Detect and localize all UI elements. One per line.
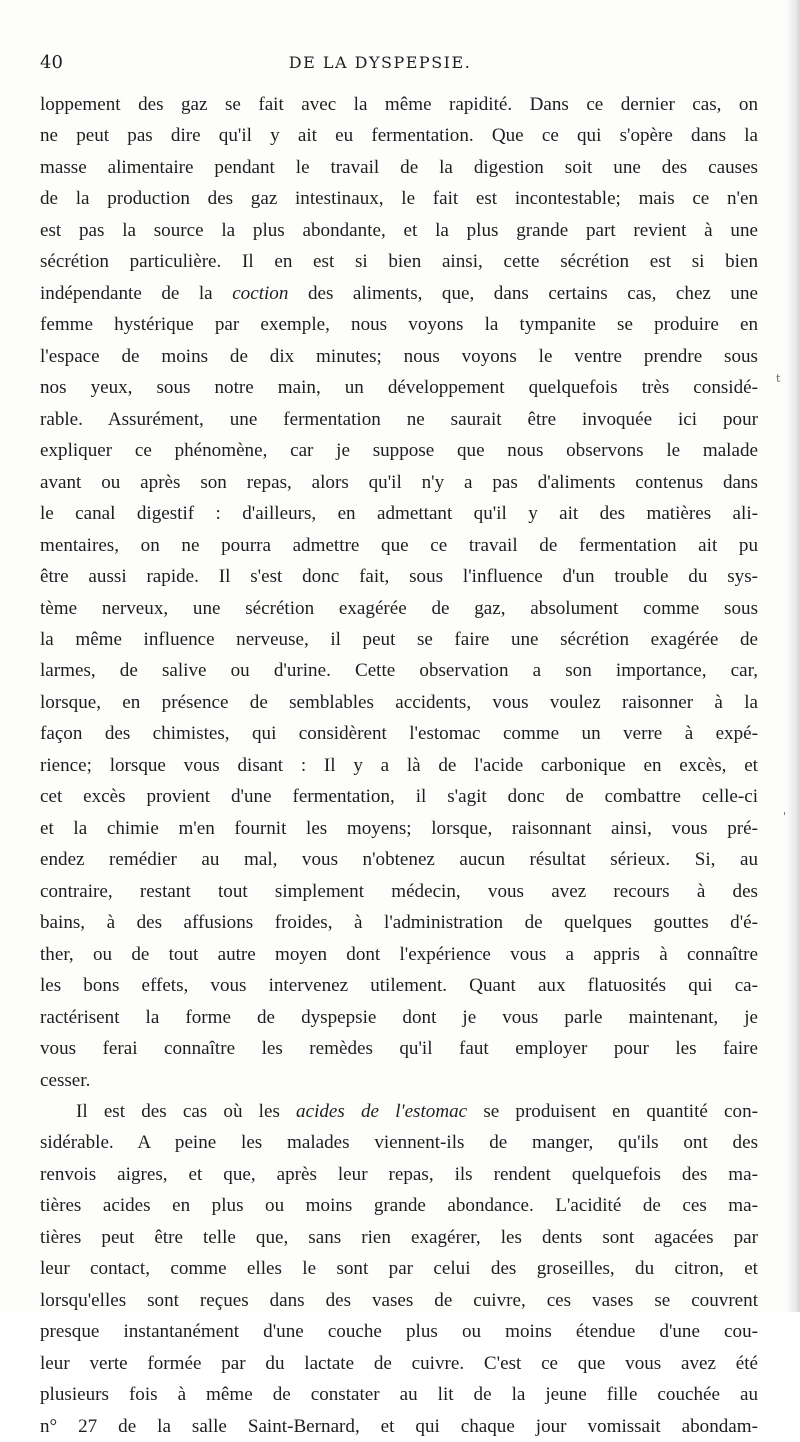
text-line: ractérisent la forme de dyspepsie dont je vous parle maintenant, je bbox=[40, 1006, 758, 1028]
text-line: leur contact, comme elles le sont par celui des groseilles, du citron, et bbox=[40, 1258, 758, 1280]
text-segment: Il est des cas où les bbox=[76, 1101, 297, 1122]
text-line: le canal digestif : d'ailleurs, en admettant qu'il y ait des matières ali- bbox=[40, 503, 758, 525]
text-segment: des aliments, que, dans certains cas, chez une bbox=[288, 282, 758, 304]
text-line: les bons effets, vous intervenez utilement. Quant aux flatuosités qui ca- bbox=[40, 975, 758, 997]
text-line: larmes, de salive ou d'urine. Cette observation a son importance, car, bbox=[40, 660, 758, 682]
text-line: cesser. bbox=[40, 1069, 91, 1091]
text-line: n° 27 de la salle Saint-Bernard, et qui chaque jour vomissait abondam- bbox=[40, 1415, 758, 1437]
text-line: masse alimentaire pendant le travail de la digestion soit une des causes bbox=[40, 156, 758, 178]
text-line: façon des chimistes, qui considèrent l'estomac comme un verre à expé- bbox=[40, 723, 758, 745]
text-line: contraire, restant tout simplement médecin, vous avez recours à des bbox=[40, 880, 758, 902]
text-line: rience; lorsque vous disant : Il y a là de l'acide carbonique en excès, et bbox=[40, 754, 758, 776]
page-edge-shadow bbox=[786, 0, 800, 1312]
text-line: tème nerveux, une sécrétion exagérée de gaz, absolument comme sous bbox=[40, 597, 758, 619]
text-line: nos yeux, sous notre main, un développement quelquefois très considé- bbox=[40, 377, 758, 399]
text-line: vous ferai connaître les remèdes qu'il faut employer pour les faire bbox=[40, 1038, 758, 1060]
text-line: l'espace de moins de dix minutes; nous voyons le ventre prendre sous bbox=[40, 345, 758, 367]
text-line: rable. Assurément, une fermentation ne saurait être invoquée ici pour bbox=[40, 408, 758, 430]
text-line: sidérable. A peine les malades viennent-ils de manger, qu'ils ont des bbox=[40, 1132, 758, 1154]
text-line: ne peut pas dire qu'il y ait eu fermentation. Que ce qui s'opère dans la bbox=[40, 125, 758, 147]
running-title: DE LA DYSPEPSIE. bbox=[288, 53, 472, 72]
text-line: loppement des gaz se fait avec la même rapidité. Dans ce dernier cas, on bbox=[40, 94, 758, 115]
text-line: femme hystérique par exemple, nous voyons la tympanite se produire en bbox=[40, 314, 758, 336]
text-line: est pas la source la plus abondante, et la plus grande part revient à une bbox=[40, 219, 758, 241]
text-line: endez remédier au mal, vous n'obtenez aucun résultat sérieux. Si, au bbox=[40, 849, 758, 871]
text-line: tières acides en plus ou moins grande abondance. L'acidité de ces ma- bbox=[40, 1195, 758, 1217]
text-line: presque instantanément d'une couche plus ou moins étendue d'une cou- bbox=[40, 1321, 758, 1343]
italic-term: coction bbox=[232, 282, 289, 304]
margin-mark: ' bbox=[783, 810, 787, 823]
text-segment: se produisent en quantité con- bbox=[467, 1101, 758, 1122]
text-line: cet excès provient d'une fermentation, il s'agit donc de combattre celle-ci bbox=[40, 786, 758, 808]
text-line: expliquer ce phénomène, car je suppose que nous observons le malade bbox=[40, 440, 758, 462]
text-line: plusieurs fois à même de constater au lit de la jeune fille couchée au bbox=[40, 1384, 758, 1406]
body-text bbox=[40, 89, 758, 1442]
text-line bbox=[40, 278, 758, 309]
text-line: leur verte formée par du lactate de cuivre. C'est ce que vous avez été bbox=[40, 1352, 758, 1374]
margin-mark: t bbox=[776, 372, 781, 385]
text-line bbox=[40, 1096, 758, 1127]
page-number: 40 bbox=[40, 52, 63, 73]
text-line: lorsqu'elles sont reçues dans des vases de cuivre, ces vases se couvrent bbox=[40, 1289, 758, 1311]
text-line: renvois aigres, et que, après leur repas, ils rendent quelquefois des ma- bbox=[40, 1163, 758, 1185]
italic-term: acides de l'estomac bbox=[296, 1101, 468, 1122]
text-line: lorsque, en présence de semblables accidents, vous voulez raisonner à la bbox=[40, 691, 758, 713]
page-header bbox=[40, 52, 760, 78]
text-line: la même influence nerveuse, il peut se faire une sécrétion exagérée de bbox=[40, 628, 758, 650]
text-line: et la chimie m'en fournit les moyens; lorsque, raisonnant ainsi, vous pré- bbox=[40, 817, 758, 839]
text-line: ther, ou de tout autre moyen dont l'expérience vous a appris à connaître bbox=[40, 943, 758, 965]
text-line: mentaires, on ne pourra admettre que ce travail de fermentation ait pu bbox=[40, 534, 758, 556]
text-line: tières peut être telle que, sans rien exagérer, les dents sont agacées par bbox=[40, 1226, 758, 1248]
text-line: avant ou après son repas, alors qu'il n'y a pas d'aliments contenus dans bbox=[40, 471, 758, 493]
text-line: sécrétion particulière. Il en est si bien ainsi, cette sécrétion est si bien bbox=[40, 251, 758, 273]
text-line: de la production des gaz intestinaux, le fait est incontestable; mais ce n'en bbox=[40, 188, 758, 210]
text-segment: indépendante de la bbox=[40, 282, 233, 304]
text-line: être aussi rapide. Il s'est donc fait, sous l'influence d'un trouble du sys- bbox=[40, 566, 758, 588]
text-line: bains, à des affusions froides, à l'administration de quelques gouttes d'é- bbox=[40, 912, 758, 934]
